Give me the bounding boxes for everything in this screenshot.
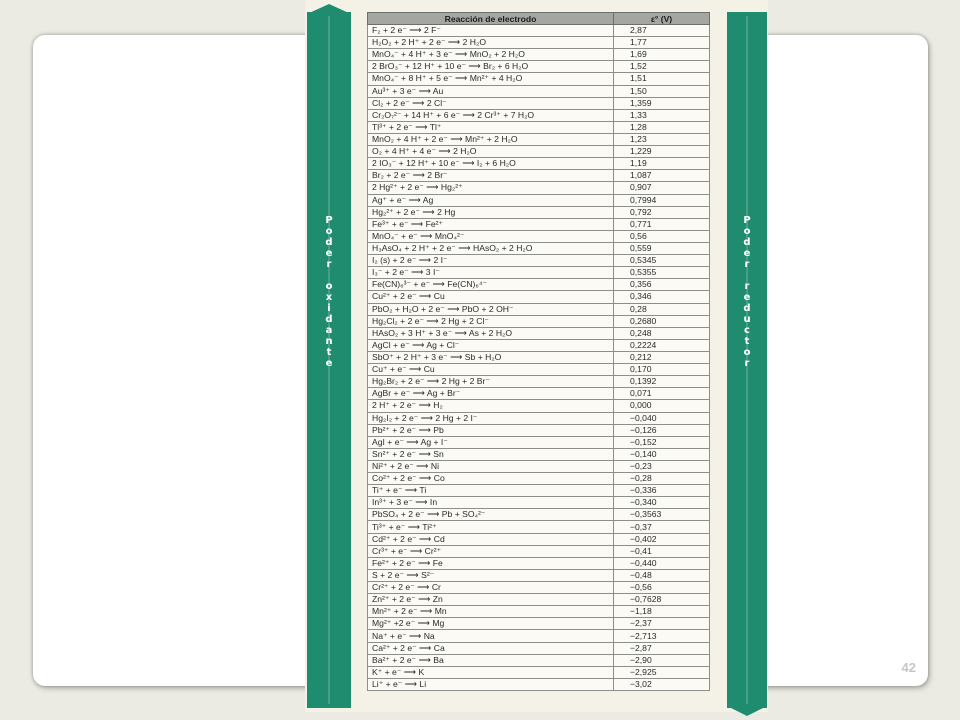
reaction-cell: Ni²⁺ + 2 e⁻ ⟶ Ni [368, 460, 614, 472]
potential-cell: −0,402 [614, 533, 710, 545]
reaction-cell: Cd²⁺ + 2 e⁻ ⟶ Cd [368, 533, 614, 545]
potential-cell: 1,69 [614, 49, 710, 61]
reaction-cell: AgBr + e⁻ ⟶ Ag + Br⁻ [368, 388, 614, 400]
potential-cell: 1,23 [614, 133, 710, 145]
reaction-cell: PbO₂ + H₂O + 2 e⁻ ⟶ PbO + 2 OH⁻ [368, 303, 614, 315]
reaction-cell: PbSO₄ + 2 e⁻ ⟶ Pb + SO₄²⁻ [368, 509, 614, 521]
table-row [368, 594, 710, 606]
potential-cell: −0,48 [614, 569, 710, 581]
table-row [368, 521, 710, 533]
potential-cell: −0,28 [614, 473, 710, 485]
table-row [368, 218, 710, 230]
scanned-page [305, 0, 768, 712]
reaction-cell: Fe²⁺ + 2 e⁻ ⟶ Fe [368, 557, 614, 569]
table-row [368, 230, 710, 242]
oxidizing-power-label: P o d e r o x i d a n t e [325, 215, 333, 369]
table-row [368, 146, 710, 158]
table-row [368, 170, 710, 182]
table-row [368, 291, 710, 303]
potential-cell: 0,28 [614, 303, 710, 315]
reaction-cell: MnO₄⁻ + 8 H⁺ + 5 e⁻ ⟶ Mn²⁺ + 4 H₂O [368, 73, 614, 85]
reaction-cell: I₃⁻ + 2 e⁻ ⟶ 3 I⁻ [368, 267, 614, 279]
table-row [368, 61, 710, 73]
table-row [368, 279, 710, 291]
table-row [368, 121, 710, 133]
potential-cell: −2,925 [614, 666, 710, 678]
reaction-cell: Ba²⁺ + 2 e⁻ ⟶ Ba [368, 654, 614, 666]
table-row [368, 73, 710, 85]
table-row [368, 25, 710, 37]
reducing-power-bar [727, 12, 767, 708]
potential-cell: 1,77 [614, 37, 710, 49]
table-row [368, 158, 710, 170]
table-row [368, 533, 710, 545]
potential-cell: −0,126 [614, 424, 710, 436]
table-row [368, 448, 710, 460]
table-row [368, 630, 710, 642]
table-row [368, 424, 710, 436]
table-row [368, 557, 710, 569]
arrow-down-icon [727, 706, 767, 716]
table-row [368, 509, 710, 521]
reaction-cell: Co²⁺ + 2 e⁻ ⟶ Co [368, 473, 614, 485]
table-row [368, 436, 710, 448]
reaction-cell: AgCl + e⁻ ⟶ Ag + Cl⁻ [368, 339, 614, 351]
potential-cell: −2,87 [614, 642, 710, 654]
reaction-cell: Mn²⁺ + 2 e⁻ ⟶ Mn [368, 606, 614, 618]
table-row [368, 582, 710, 594]
potential-cell: 0,1392 [614, 376, 710, 388]
table-row [368, 194, 710, 206]
table-row [368, 412, 710, 424]
potential-cell: −0,37 [614, 521, 710, 533]
table-row [368, 267, 710, 279]
reaction-cell: 2 H⁺ + 2 e⁻ ⟶ H₂ [368, 400, 614, 412]
table-row [368, 618, 710, 630]
table-row [368, 497, 710, 509]
reaction-cell: SbO⁺ + 2 H⁺ + 3 e⁻ ⟶ Sb + H₂O [368, 351, 614, 363]
reaction-cell: Hg₂²⁺ + 2 e⁻ ⟶ 2 Hg [368, 206, 614, 218]
table-row [368, 376, 710, 388]
potential-cell: 1,28 [614, 121, 710, 133]
column-header-reaction: Reacción de electrodo [368, 13, 614, 25]
potential-cell: −0,152 [614, 436, 710, 448]
potential-cell: −0,336 [614, 485, 710, 497]
potential-cell: 0,907 [614, 182, 710, 194]
reaction-cell: 2 BrO₃⁻ + 12 H⁺ + 10 e⁻ ⟶ Br₂ + 6 H₂O [368, 61, 614, 73]
reaction-cell: Cu²⁺ + 2 e⁻ ⟶ Cu [368, 291, 614, 303]
potential-cell: −2,37 [614, 618, 710, 630]
potential-cell: −2,90 [614, 654, 710, 666]
table-row [368, 133, 710, 145]
potential-cell: −0,7628 [614, 594, 710, 606]
column-header-potential: ε° (V) [614, 13, 710, 25]
reaction-cell: Hg₂I₂ + 2 e⁻ ⟶ 2 Hg + 2 I⁻ [368, 412, 614, 424]
reaction-cell: F₂ + 2 e⁻ ⟶ 2 F⁻ [368, 25, 614, 37]
table-row [368, 255, 710, 267]
potential-cell: 0,248 [614, 327, 710, 339]
potential-cell: 0,7994 [614, 194, 710, 206]
potential-cell: −3,02 [614, 678, 710, 690]
oxidizing-power-bar [307, 12, 351, 708]
table-row [368, 654, 710, 666]
table-row [368, 315, 710, 327]
table-row [368, 485, 710, 497]
table-row [368, 351, 710, 363]
potential-cell: −0,56 [614, 582, 710, 594]
reaction-cell: Cr₂O₇²⁻ + 14 H⁺ + 6 e⁻ ⟶ 2 Cr³⁺ + 7 H₂O [368, 109, 614, 121]
potential-cell: 0,170 [614, 364, 710, 376]
potential-cell: 0,212 [614, 351, 710, 363]
reaction-cell: Br₂ + 2 e⁻ ⟶ 2 Br⁻ [368, 170, 614, 182]
electrode-potential-table [367, 12, 710, 691]
table-row [368, 303, 710, 315]
reaction-cell: Fe(CN)₆³⁻ + e⁻ ⟶ Fe(CN)₆⁴⁻ [368, 279, 614, 291]
potential-cell: 2,87 [614, 25, 710, 37]
reaction-cell: I₂ (s) + 2 e⁻ ⟶ 2 I⁻ [368, 255, 614, 267]
table-row [368, 666, 710, 678]
potential-cell: 0,2680 [614, 315, 710, 327]
potential-cell: 1,52 [614, 61, 710, 73]
table-row [368, 606, 710, 618]
potential-cell: 0,5355 [614, 267, 710, 279]
reaction-cell: S + 2 e⁻ ⟶ S²⁻ [368, 569, 614, 581]
table-row [368, 642, 710, 654]
potential-cell: 0,56 [614, 230, 710, 242]
reaction-cell: Li⁺ + e⁻ ⟶ Li [368, 678, 614, 690]
reducing-power-label: P o d e r r e d u c t o r [743, 215, 751, 369]
potential-cell: 0,346 [614, 291, 710, 303]
potential-cell: −1,18 [614, 606, 710, 618]
reaction-cell: MnO₄⁻ + 4 H⁺ + 3 e⁻ ⟶ MnO₂ + 2 H₂O [368, 49, 614, 61]
potential-cell: −0,440 [614, 557, 710, 569]
table-row [368, 388, 710, 400]
table-row [368, 473, 710, 485]
potential-cell: 1,087 [614, 170, 710, 182]
reaction-cell: Tl³⁺ + 2 e⁻ ⟶ Tl⁺ [368, 121, 614, 133]
potential-cell: 0,771 [614, 218, 710, 230]
table-row [368, 364, 710, 376]
potential-cell: 1,51 [614, 73, 710, 85]
arrow-up-icon [307, 4, 351, 14]
potential-cell: 0,356 [614, 279, 710, 291]
potential-cell: −0,040 [614, 412, 710, 424]
reaction-cell: Hg₂Br₂ + 2 e⁻ ⟶ 2 Hg + 2 Br⁻ [368, 376, 614, 388]
table-row [368, 182, 710, 194]
reaction-cell: MnO₄⁻ + e⁻ ⟶ MnO₄²⁻ [368, 230, 614, 242]
potential-cell: 1,359 [614, 97, 710, 109]
reaction-cell: 2 IO₃⁻ + 12 H⁺ + 10 e⁻ ⟶ I₂ + 6 H₂O [368, 158, 614, 170]
reaction-cell: Ca²⁺ + 2 e⁻ ⟶ Ca [368, 642, 614, 654]
reaction-cell: Au³⁺ + 3 e⁻ ⟶ Au [368, 85, 614, 97]
potential-cell: 0,000 [614, 400, 710, 412]
potential-cell: 0,5345 [614, 255, 710, 267]
reaction-cell: Hg₂Cl₂ + 2 e⁻ ⟶ 2 Hg + 2 Cl⁻ [368, 315, 614, 327]
table-row [368, 242, 710, 254]
reaction-cell: Ag⁺ + e⁻ ⟶ Ag [368, 194, 614, 206]
potential-cell: −0,140 [614, 448, 710, 460]
reaction-cell: Ti⁺ + e⁻ ⟶ Ti [368, 485, 614, 497]
table-row [368, 49, 710, 61]
reaction-cell: H₂O₂ + 2 H⁺ + 2 e⁻ ⟶ 2 H₂O [368, 37, 614, 49]
potential-cell: −0,41 [614, 545, 710, 557]
potential-cell: 1,229 [614, 146, 710, 158]
reaction-cell: Mg²⁺ +2 e⁻ ⟶ Mg [368, 618, 614, 630]
potential-cell: 0,2224 [614, 339, 710, 351]
table-row [368, 97, 710, 109]
reaction-cell: O₂ + 4 H⁺ + 4 e⁻ ⟶ 2 H₂O [368, 146, 614, 158]
table-row [368, 37, 710, 49]
table-row [368, 206, 710, 218]
potential-cell: 0,559 [614, 242, 710, 254]
potential-cell: −2,713 [614, 630, 710, 642]
potential-cell: −0,3563 [614, 509, 710, 521]
reaction-cell: 2 Hg²⁺ + 2 e⁻ ⟶ Hg₂²⁺ [368, 182, 614, 194]
potential-cell: −0,340 [614, 497, 710, 509]
table-header-row [368, 13, 710, 25]
potential-cell: 0,071 [614, 388, 710, 400]
table-row [368, 569, 710, 581]
reaction-cell: HAsO₂ + 3 H⁺ + 3 e⁻ ⟶ As + 2 H₂O [368, 327, 614, 339]
slide-number: 42 [901, 660, 916, 675]
reaction-cell: Cr²⁺ + 2 e⁻ ⟶ Cr [368, 582, 614, 594]
reaction-cell: MnO₂ + 4 H⁺ + 2 e⁻ ⟶ Mn²⁺ + 2 H₂O [368, 133, 614, 145]
reaction-cell: Na⁺ + e⁻ ⟶ Na [368, 630, 614, 642]
potential-cell: 1,19 [614, 158, 710, 170]
reaction-cell: AgI + e⁻ ⟶ Ag + I⁻ [368, 436, 614, 448]
table-row [368, 327, 710, 339]
table-row [368, 85, 710, 97]
reaction-cell: Fe³⁺ + e⁻ ⟶ Fe²⁺ [368, 218, 614, 230]
potential-cell: 0,792 [614, 206, 710, 218]
reaction-cell: Ti³⁺ + e⁻ ⟶ Ti²⁺ [368, 521, 614, 533]
potential-cell: 1,50 [614, 85, 710, 97]
table-row [368, 678, 710, 690]
table-row [368, 400, 710, 412]
table-row [368, 460, 710, 472]
reaction-cell: Pb²⁺ + 2 e⁻ ⟶ Pb [368, 424, 614, 436]
potential-cell: −0,23 [614, 460, 710, 472]
reaction-cell: Sn²⁺ + 2 e⁻ ⟶ Sn [368, 448, 614, 460]
reaction-cell: K⁺ + e⁻ ⟶ K [368, 666, 614, 678]
reaction-cell: Cl₂ + 2 e⁻ ⟶ 2 Cl⁻ [368, 97, 614, 109]
potential-cell: 1,33 [614, 109, 710, 121]
reaction-cell: Cr³⁺ + e⁻ ⟶ Cr²⁺ [368, 545, 614, 557]
reaction-cell: Cu⁺ + e⁻ ⟶ Cu [368, 364, 614, 376]
reaction-cell: In³⁺ + 3 e⁻ ⟶ In [368, 497, 614, 509]
table-row [368, 109, 710, 121]
reaction-cell: H₃AsO₄ + 2 H⁺ + 2 e⁻ ⟶ HAsO₂ + 2 H₂O [368, 242, 614, 254]
table-row [368, 339, 710, 351]
reaction-cell: Zn²⁺ + 2 e⁻ ⟶ Zn [368, 594, 614, 606]
table-row [368, 545, 710, 557]
